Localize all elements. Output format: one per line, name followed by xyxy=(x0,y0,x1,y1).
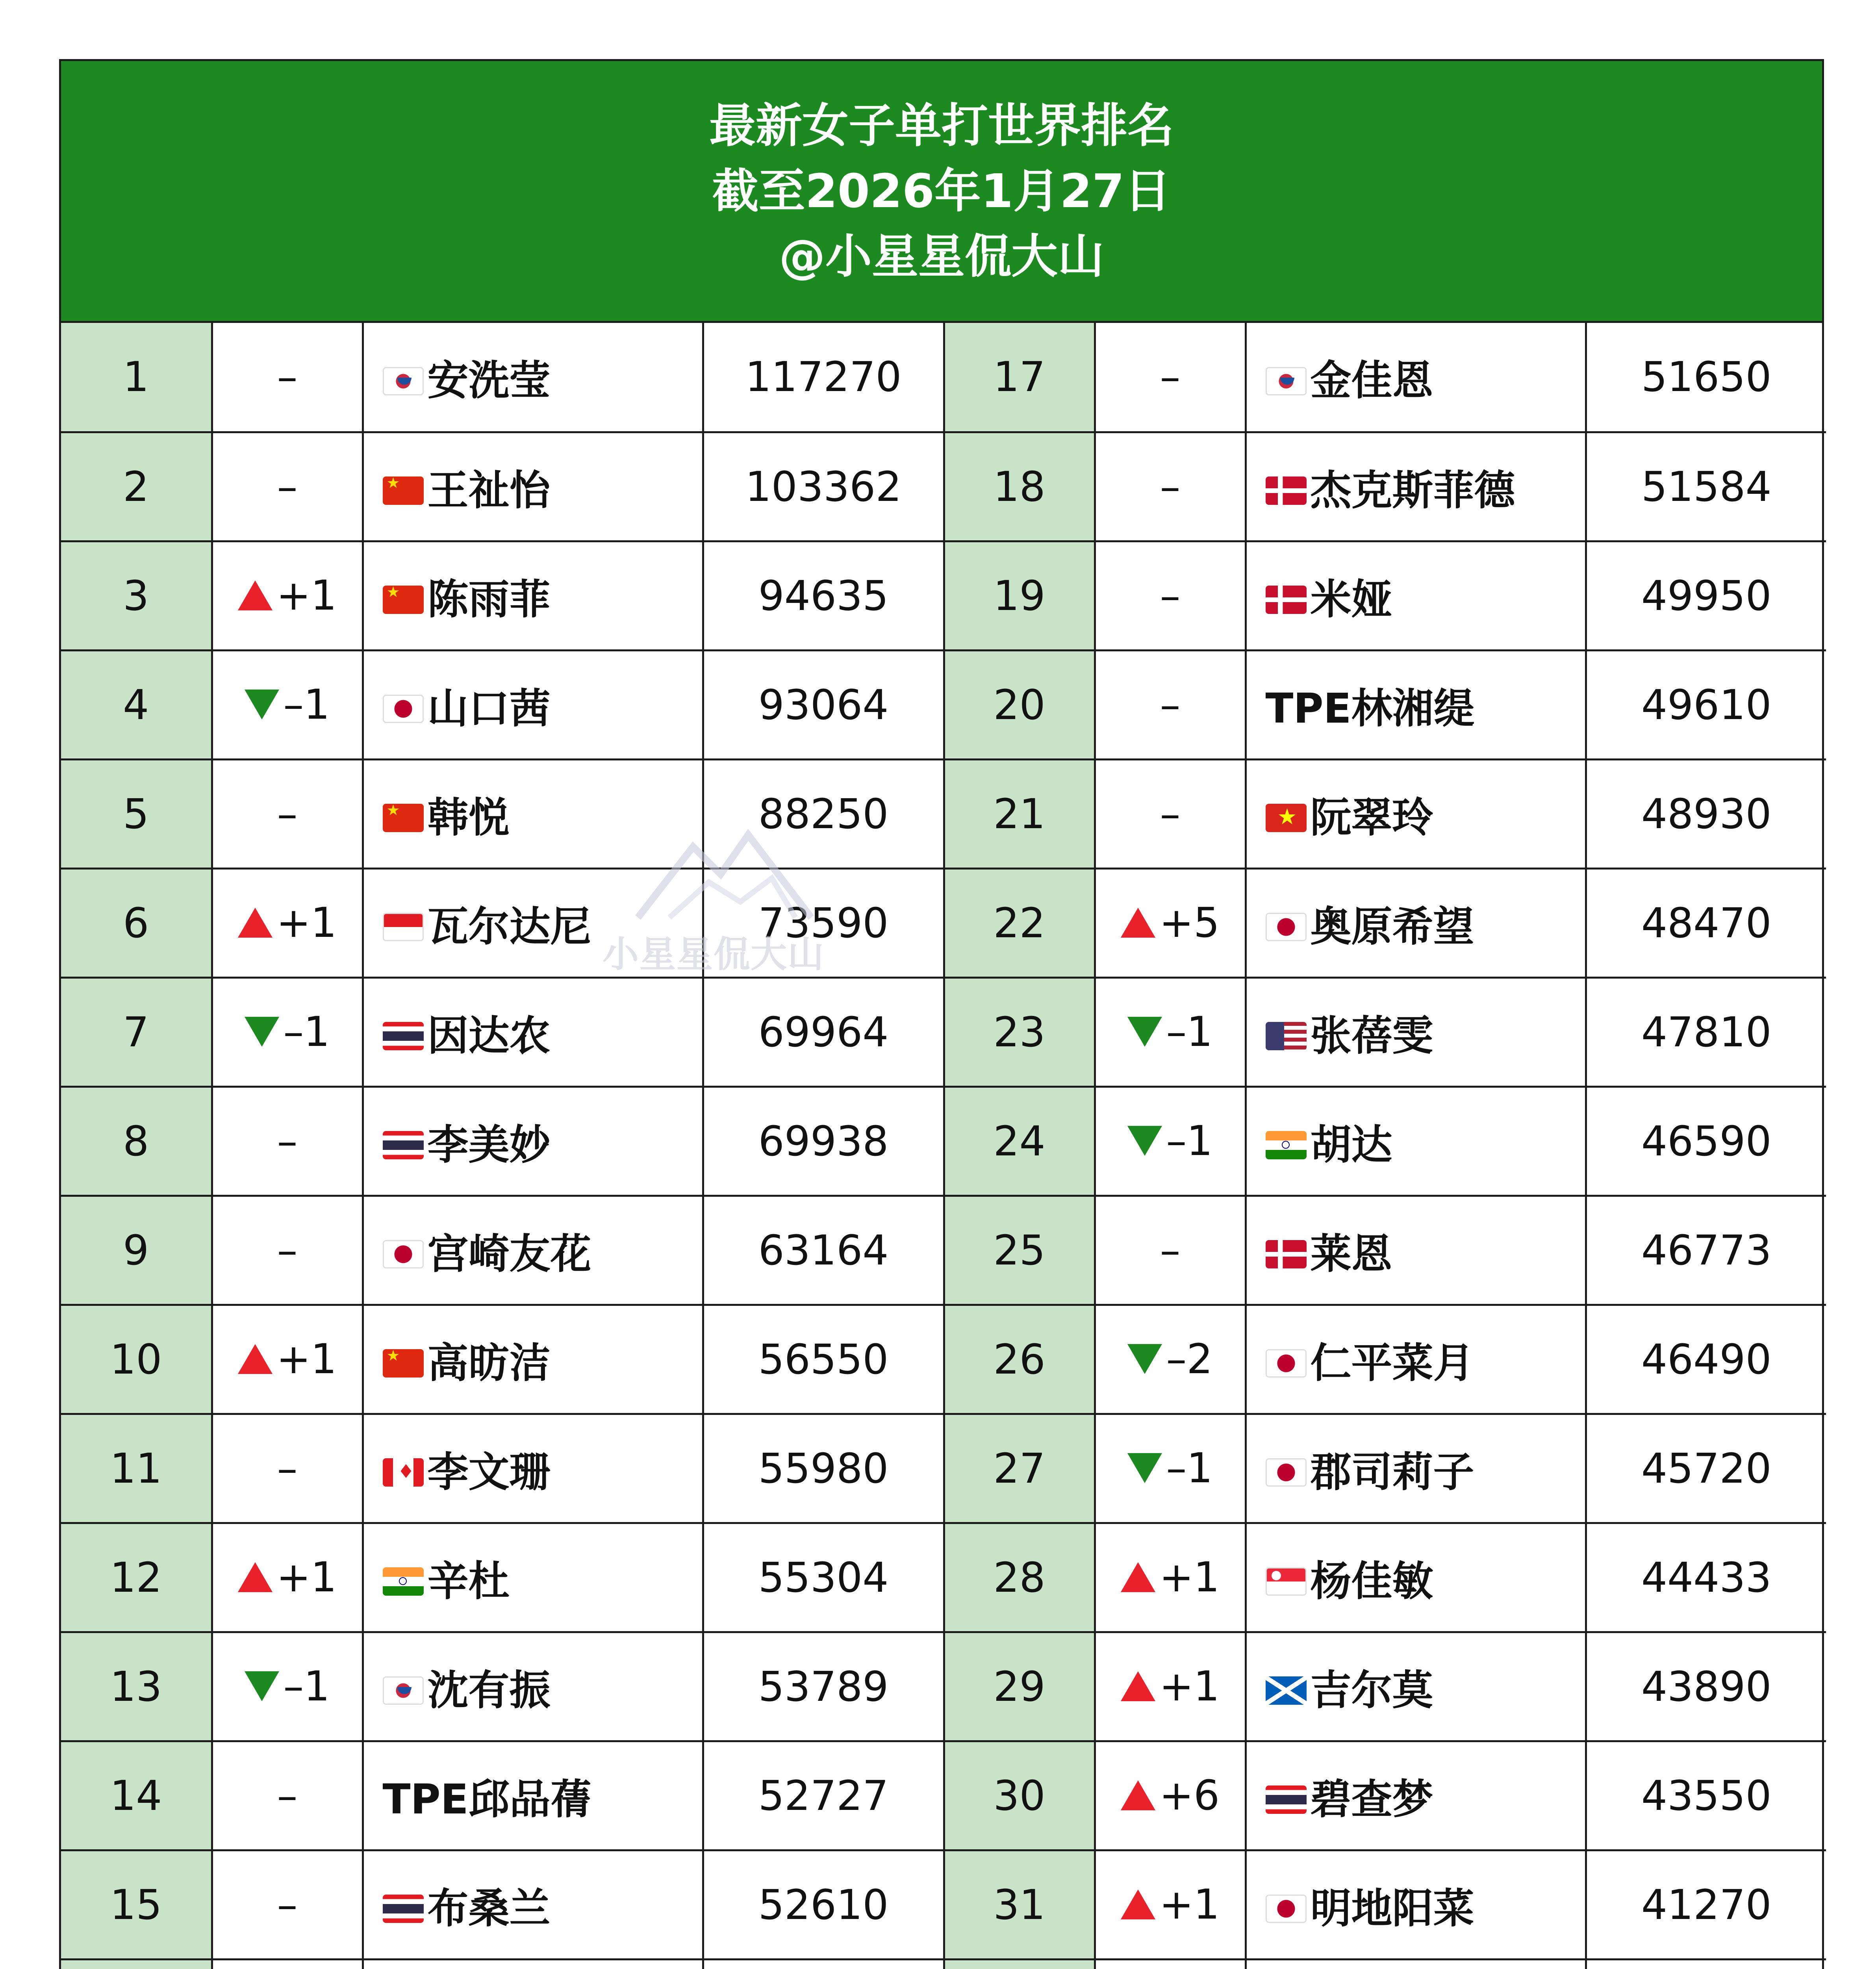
change-cell xyxy=(212,868,363,977)
flag-dk-icon xyxy=(1266,476,1307,505)
flag-th-icon xyxy=(383,1131,424,1159)
points-cell: 63164 xyxy=(703,1196,944,1305)
table-row xyxy=(61,1741,1826,1850)
watermark-text: 小星星侃大山 xyxy=(602,933,825,975)
rank-change-value: – xyxy=(277,353,298,401)
flag-in-icon xyxy=(383,1567,424,1596)
ranking-sheet xyxy=(59,59,1824,1969)
player-cell xyxy=(363,1523,703,1632)
change-cell xyxy=(212,759,363,868)
player-cell xyxy=(363,1196,703,1305)
change-cell xyxy=(1095,977,1246,1086)
player-cell xyxy=(363,432,703,541)
player-name: 瓦尔达尼 xyxy=(427,902,591,951)
up-arrow-icon xyxy=(238,580,273,610)
rank-change xyxy=(1160,1226,1181,1274)
author-handle: @小星星侃大山 xyxy=(779,229,1104,284)
rank-cell: 3 xyxy=(61,541,212,650)
rank-cell: 18 xyxy=(944,432,1095,541)
flag-vn-icon xyxy=(1266,804,1307,832)
change-cell xyxy=(1095,432,1246,541)
down-arrow-icon xyxy=(1127,1344,1162,1374)
rank-cell: 19 xyxy=(944,541,1095,650)
rank-change xyxy=(1121,899,1220,947)
flag-cn-icon xyxy=(383,804,424,832)
rank-change-value: +1 xyxy=(276,1553,337,1601)
change-cell xyxy=(1095,1959,1246,1969)
flag-gb-sct-icon xyxy=(1266,1676,1307,1705)
player-cell xyxy=(363,1086,703,1196)
rank-cell: 13 xyxy=(61,1632,212,1741)
table-row xyxy=(61,1305,1826,1414)
rank-change-value: – xyxy=(277,462,298,511)
points-cell: 56550 xyxy=(703,1305,944,1414)
points-cell xyxy=(703,1959,944,1969)
flag-ca-icon xyxy=(383,1458,424,1487)
rank-cell: 7 xyxy=(61,977,212,1086)
rank-cell: 20 xyxy=(944,650,1095,759)
rank-change-value: – xyxy=(277,1771,298,1820)
up-arrow-icon xyxy=(1121,1780,1155,1810)
change-cell xyxy=(212,650,363,759)
rank-change-value: +6 xyxy=(1159,1771,1220,1819)
rank-change xyxy=(1127,1335,1212,1383)
points-cell: 48930 xyxy=(1586,759,1826,868)
rank-change-value: +1 xyxy=(1159,1553,1220,1601)
flag-kr-icon xyxy=(383,1676,424,1705)
rank-change-value: –1 xyxy=(1166,1116,1213,1165)
rank-cell: 23 xyxy=(944,977,1095,1086)
points-cell: 45720 xyxy=(1586,1414,1826,1523)
player-name: 莱恩 xyxy=(1310,1229,1392,1278)
flag-th-icon xyxy=(383,1022,424,1050)
rank-change xyxy=(238,1335,337,1383)
down-arrow-icon xyxy=(245,1671,279,1701)
table-row xyxy=(61,759,1826,868)
change-cell xyxy=(1095,759,1246,868)
flag-jp-icon xyxy=(1266,913,1307,941)
player-name: 因达农 xyxy=(427,1011,551,1060)
rank-change xyxy=(1160,572,1181,620)
change-cell xyxy=(212,432,363,541)
points-cell: 69938 xyxy=(703,1086,944,1196)
up-arrow-icon xyxy=(238,908,273,938)
player-name: 布桑兰 xyxy=(427,1884,551,1932)
player-name: 安洗莹 xyxy=(427,356,551,405)
rank-change-value: – xyxy=(277,790,298,838)
rank-change xyxy=(277,1881,298,1929)
change-cell xyxy=(1095,541,1246,650)
rank-cell xyxy=(944,1959,1095,1969)
change-cell xyxy=(1095,650,1246,759)
table-row xyxy=(61,1086,1826,1196)
change-cell xyxy=(212,1632,363,1741)
points-cell: 88250 xyxy=(703,759,944,868)
player-cell xyxy=(1246,1632,1586,1741)
change-cell xyxy=(212,1414,363,1523)
rank-change-value: –1 xyxy=(283,1662,330,1710)
rank-cell: 29 xyxy=(944,1632,1095,1741)
points-cell: 52610 xyxy=(703,1850,944,1959)
rank-change-value: +1 xyxy=(276,898,337,947)
points-cell: 49950 xyxy=(1586,541,1826,650)
player-name: 胡达 xyxy=(1310,1120,1392,1169)
rank-cell: 2 xyxy=(61,432,212,541)
down-arrow-icon xyxy=(1127,1017,1162,1047)
rank-change xyxy=(238,1553,337,1601)
rank-cell: 9 xyxy=(61,1196,212,1305)
change-cell xyxy=(212,1959,363,1969)
table-row xyxy=(61,1196,1826,1305)
rank-change-value: – xyxy=(1160,680,1181,729)
table-row xyxy=(61,1523,1826,1632)
rank-change xyxy=(277,1226,298,1274)
player-name: 明地阳菜 xyxy=(1310,1884,1474,1932)
rank-change-value: – xyxy=(1160,790,1181,838)
player-cell xyxy=(363,1632,703,1741)
player-cell xyxy=(1246,323,1586,432)
rank-cell: 27 xyxy=(944,1414,1095,1523)
change-cell xyxy=(212,1196,363,1305)
player-name: 奥原希望 xyxy=(1310,902,1474,951)
player-cell xyxy=(363,1741,703,1850)
player-name: 王祉怡 xyxy=(427,466,551,514)
points-cell: 47810 xyxy=(1586,977,1826,1086)
change-cell xyxy=(212,1523,363,1632)
change-cell xyxy=(1095,323,1246,432)
table-header xyxy=(61,61,1822,323)
points-cell: 46590 xyxy=(1586,1086,1826,1196)
change-cell xyxy=(1095,1196,1246,1305)
rank-change xyxy=(1160,463,1181,511)
change-cell xyxy=(212,1741,363,1850)
player-cell xyxy=(363,868,703,977)
date-line: 截至2026年1月27日 xyxy=(712,164,1171,218)
points-cell: 53789 xyxy=(703,1632,944,1741)
player-cell xyxy=(363,977,703,1086)
rank-cell: 4 xyxy=(61,650,212,759)
flag-th-icon xyxy=(1266,1785,1307,1814)
change-cell xyxy=(1095,868,1246,977)
points-cell: 117270 xyxy=(703,323,944,432)
rank-cell: 26 xyxy=(944,1305,1095,1414)
flag-cn-icon xyxy=(383,476,424,505)
rank-change xyxy=(245,1008,330,1056)
player-name: 宫崎友花 xyxy=(427,1229,591,1278)
player-name: 郡司莉子 xyxy=(1310,1448,1474,1496)
player-cell xyxy=(363,1305,703,1414)
rank-change xyxy=(1121,1771,1220,1819)
rank-cell: 24 xyxy=(944,1086,1095,1196)
player-cell xyxy=(363,650,703,759)
points-cell: 73590 xyxy=(703,868,944,977)
points-cell: 69964 xyxy=(703,977,944,1086)
rank-change-value: – xyxy=(277,1117,298,1165)
up-arrow-icon xyxy=(1121,1889,1155,1919)
player-name: 阮翠玲 xyxy=(1310,793,1433,842)
change-cell xyxy=(212,541,363,650)
rank-change-value: –1 xyxy=(1166,1007,1213,1056)
rank-change-value: +1 xyxy=(276,1335,337,1383)
flag-jp-icon xyxy=(383,1240,424,1268)
rank-change-value: – xyxy=(277,1880,298,1929)
up-arrow-icon xyxy=(1121,1671,1155,1701)
rank-cell: 6 xyxy=(61,868,212,977)
player-name: 金佳恩 xyxy=(1310,356,1433,405)
player-cell xyxy=(1246,1305,1586,1414)
ranking-table-body xyxy=(61,323,1826,1969)
points-cell: 46490 xyxy=(1586,1305,1826,1414)
rank-change xyxy=(238,899,337,947)
flag-jp-icon xyxy=(1266,1895,1307,1923)
player-cell xyxy=(1246,759,1586,868)
table-row xyxy=(61,432,1826,541)
points-cell: 55980 xyxy=(703,1414,944,1523)
player-cell xyxy=(1246,650,1586,759)
rank-change xyxy=(1121,1880,1220,1928)
rank-change xyxy=(277,1117,298,1165)
rank-change-value: +1 xyxy=(276,571,337,619)
rank-cell xyxy=(61,1959,212,1969)
points-cell: 49610 xyxy=(1586,650,1826,759)
table-row xyxy=(61,1414,1826,1523)
flag-cn-icon xyxy=(383,1349,424,1378)
points-cell: 55304 xyxy=(703,1523,944,1632)
change-cell xyxy=(1095,1086,1246,1196)
player-cell xyxy=(1246,1850,1586,1959)
rank-cell: 10 xyxy=(61,1305,212,1414)
rank-change-value: +1 xyxy=(1159,1880,1220,1928)
rank-change-value: –1 xyxy=(1166,1444,1213,1492)
rank-cell: 5 xyxy=(61,759,212,868)
flag-jp-icon xyxy=(1266,1349,1307,1378)
rank-cell: 25 xyxy=(944,1196,1095,1305)
player-name: 陈雨菲 xyxy=(427,575,551,623)
flag-dk-icon xyxy=(1266,1240,1307,1268)
player-name: 碧查梦 xyxy=(1310,1775,1433,1823)
change-cell xyxy=(1095,1305,1246,1414)
player-cell xyxy=(1246,1741,1586,1850)
points-cell: 51584 xyxy=(1586,432,1826,541)
table-row xyxy=(61,1632,1826,1741)
rank-cell: 17 xyxy=(944,323,1095,432)
player-name: 吉尔莫 xyxy=(1310,1666,1433,1714)
player-cell xyxy=(1246,868,1586,977)
rank-cell: 22 xyxy=(944,868,1095,977)
down-arrow-icon xyxy=(1127,1126,1162,1156)
rank-change xyxy=(277,463,298,511)
rank-change xyxy=(238,571,337,619)
rank-cell: 21 xyxy=(944,759,1095,868)
player-name: 李文珊 xyxy=(427,1448,551,1496)
ranking-table xyxy=(61,323,1826,1969)
rank-change xyxy=(245,680,330,729)
rank-cell: 31 xyxy=(944,1850,1095,1959)
table-row xyxy=(61,323,1826,432)
points-cell: 93064 xyxy=(703,650,944,759)
change-cell xyxy=(212,1086,363,1196)
change-cell xyxy=(212,1850,363,1959)
player-cell xyxy=(363,1850,703,1959)
points-cell: 41270 xyxy=(1586,1850,1826,1959)
rank-change xyxy=(1127,1444,1212,1492)
table-row xyxy=(61,650,1826,759)
rank-cell: 14 xyxy=(61,1741,212,1850)
rank-change-value: –2 xyxy=(1166,1335,1213,1383)
change-cell xyxy=(1095,1414,1246,1523)
player-name: 沈有振 xyxy=(427,1666,551,1714)
player-cell xyxy=(363,1414,703,1523)
rank-change-value: – xyxy=(1160,571,1181,620)
flag-jp-icon xyxy=(383,695,424,723)
player-name: 韩悦 xyxy=(427,793,510,842)
player-name: 仁平菜月 xyxy=(1310,1339,1474,1387)
player-cell xyxy=(1246,541,1586,650)
player-cell xyxy=(1246,1414,1586,1523)
points-cell: 103362 xyxy=(703,432,944,541)
player-cell xyxy=(363,1959,703,1969)
up-arrow-icon xyxy=(238,1344,273,1374)
flag-dk-icon xyxy=(1266,586,1307,614)
change-cell xyxy=(212,1305,363,1414)
flag-in-icon xyxy=(1266,1131,1307,1159)
player-cell xyxy=(1246,1196,1586,1305)
table-row xyxy=(61,977,1826,1086)
rank-change xyxy=(277,790,298,838)
player-cell xyxy=(1246,1959,1586,1969)
points-cell: 44433 xyxy=(1586,1523,1826,1632)
rank-change xyxy=(1121,1553,1220,1601)
rank-change-value: +1 xyxy=(1159,1662,1220,1710)
rank-change-value: – xyxy=(277,1444,298,1493)
change-cell xyxy=(1095,1523,1246,1632)
rank-change xyxy=(1160,353,1181,401)
rank-change xyxy=(1121,1662,1220,1710)
points-cell: 94635 xyxy=(703,541,944,650)
rank-cell: 28 xyxy=(944,1523,1095,1632)
points-cell: 51650 xyxy=(1586,323,1826,432)
points-cell: 48470 xyxy=(1586,868,1826,977)
up-arrow-icon xyxy=(1121,1562,1155,1592)
table-row xyxy=(61,541,1826,650)
player-name: 杨佳敏 xyxy=(1310,1557,1433,1605)
rank-cell: 11 xyxy=(61,1414,212,1523)
table-row xyxy=(61,1959,1826,1969)
flag-th-icon xyxy=(383,1895,424,1923)
flag-sg-icon xyxy=(1266,1567,1307,1596)
rank-change xyxy=(1160,681,1181,729)
points-cell: 43550 xyxy=(1586,1741,1826,1850)
flag-kr-icon xyxy=(1266,367,1307,395)
player-name: 李美妙 xyxy=(427,1120,551,1169)
rank-cell: 8 xyxy=(61,1086,212,1196)
rank-change-value: – xyxy=(1160,353,1181,401)
player-name: 杰克斯菲德 xyxy=(1310,466,1515,514)
player-cell xyxy=(1246,1086,1586,1196)
up-arrow-icon xyxy=(238,1562,273,1592)
rank-change xyxy=(1160,790,1181,838)
player-name: 张蓓雯 xyxy=(1310,1011,1433,1060)
down-arrow-icon xyxy=(245,690,279,719)
player-cell xyxy=(363,759,703,868)
table-row xyxy=(61,868,1826,977)
rank-cell: 12 xyxy=(61,1523,212,1632)
rank-change xyxy=(277,1772,298,1820)
rank-change-value: – xyxy=(1160,1226,1181,1274)
player-name: 辛杜 xyxy=(427,1557,510,1605)
player-cell xyxy=(1246,432,1586,541)
player-name: TPE邱品蒨 xyxy=(382,1775,591,1823)
flag-kr-icon xyxy=(383,367,424,395)
change-cell xyxy=(212,323,363,432)
player-name: 高昉洁 xyxy=(427,1339,551,1387)
player-cell xyxy=(363,541,703,650)
points-cell: 52727 xyxy=(703,1741,944,1850)
table-title: 最新女子单打世界排名 xyxy=(709,98,1174,153)
change-cell xyxy=(1095,1850,1246,1959)
rank-change-value: +5 xyxy=(1159,898,1220,947)
points-cell xyxy=(1586,1959,1826,1969)
rank-change-value: –1 xyxy=(283,680,330,729)
down-arrow-icon xyxy=(245,1017,279,1047)
rank-cell: 15 xyxy=(61,1850,212,1959)
player-cell xyxy=(1246,977,1586,1086)
rank-change xyxy=(277,1444,298,1493)
change-cell xyxy=(1095,1632,1246,1741)
rank-change xyxy=(277,353,298,401)
rank-change-value: – xyxy=(1160,462,1181,511)
rank-change-value: –1 xyxy=(283,1007,330,1056)
rank-change xyxy=(245,1662,330,1710)
flag-us-icon xyxy=(1266,1022,1307,1050)
up-arrow-icon xyxy=(1121,908,1155,938)
rank-change xyxy=(1127,1008,1212,1056)
player-name: 山口茜 xyxy=(427,684,551,732)
player-cell xyxy=(1246,1523,1586,1632)
down-arrow-icon xyxy=(1127,1453,1162,1483)
change-cell xyxy=(1095,1741,1246,1850)
points-cell: 43890 xyxy=(1586,1632,1826,1741)
change-cell xyxy=(212,977,363,1086)
flag-id-icon xyxy=(383,913,424,941)
flag-cn-icon xyxy=(383,586,424,614)
player-name: TPE林湘缇 xyxy=(1265,684,1474,732)
flag-jp-icon xyxy=(1266,1458,1307,1487)
player-cell xyxy=(363,323,703,432)
rank-change-value: – xyxy=(277,1226,298,1274)
player-name: 米娅 xyxy=(1310,575,1392,623)
points-cell: 46773 xyxy=(1586,1196,1826,1305)
table-row xyxy=(61,1850,1826,1959)
rank-cell: 1 xyxy=(61,323,212,432)
rank-change xyxy=(1127,1117,1212,1165)
rank-cell: 30 xyxy=(944,1741,1095,1850)
